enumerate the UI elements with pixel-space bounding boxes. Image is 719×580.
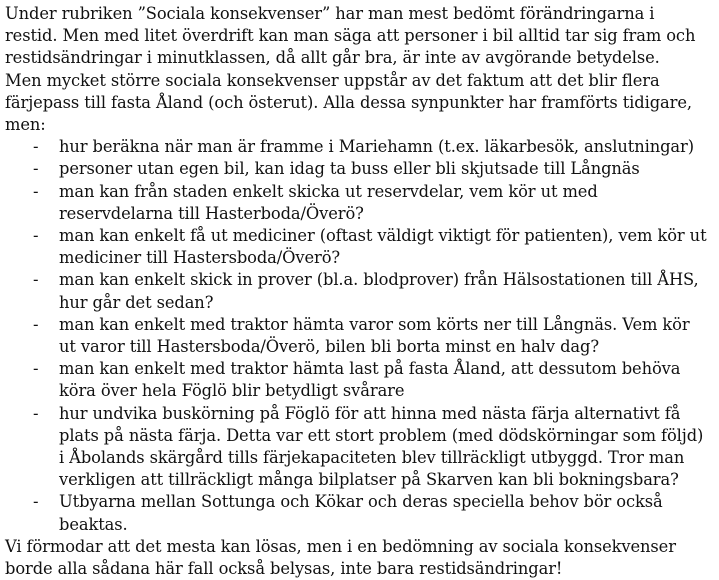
list-item: [5, 269, 711, 313]
list-item-text: man kan enkelt med traktor hämta varor som körts ner till Långnäs. Vem kör ut varor till Hastersboda/Överö, bilen bli borta minst en halv dag?: [59, 314, 690, 357]
list-item: [5, 403, 711, 492]
list-item: [5, 225, 711, 269]
bullet-list: [5, 136, 711, 536]
list-item-text: man kan enkelt få ut mediciner (oftast väldigt viktigt för patienten), vem kör ut mediciner till Hastersboda/Överö?: [59, 226, 707, 268]
list-item: [5, 136, 711, 158]
bullet-dash: -: [33, 181, 39, 201]
conclusion-paragraph: Vi förmodar att det mesta kan lösas, men i en bedömning av sociala konsekvenser borde alla sådana här fall också belysas, inte bara restidsändringar!: [5, 536, 676, 579]
bullet-dash: -: [33, 159, 39, 179]
list-item-text: personer utan egen bil, kan idag ta buss eller bli skjutsade till Långnäs: [59, 159, 640, 179]
list-item: [5, 491, 711, 535]
intro-paragraph: Under rubriken ”Sociala konsekvenser” har man mest bedömt förändringarna i restid. Men med litet överdrift kan man säga att personer i bil alltid tar sig fram och restidsändringar i minutklassen, då allt går bra, är inte av avgörande betydelse.: [5, 4, 696, 68]
list-item: [5, 181, 711, 225]
list-item-text: hur undvika buskörning på Föglö för att hinna med nästa färja alternativt få plats på nästa färja. Detta var ett stort problem (med dödskörningar som följd) i Åbolands skärgård tills färjekapaciteten blev tillräckligt utbyggd. Tror man verkligen att tillräckligt många bilplatser på Skarven kan bli bokningsbara?: [59, 403, 704, 490]
list-item-text: hur beräkna när man är framme i Mariehamn (t.ex. läkarbesök, anslutningar): [59, 137, 694, 157]
bullet-dash: -: [33, 359, 39, 379]
list-item-text: man kan enkelt med traktor hämta last på fasta Åland, att dessutom behöva köra över hela Föglö blir betydligt svårare: [59, 359, 681, 401]
list-item-text: man kan enkelt skick in prover (bl.a. blodprover) från Hälsostationen till ÅHS, hur går det sedan?: [59, 270, 699, 312]
list-item: [5, 314, 711, 358]
bullet-dash: -: [33, 137, 39, 157]
bullet-dash: -: [33, 314, 39, 334]
bullet-dash: -: [33, 270, 39, 290]
bullet-dash: -: [33, 226, 39, 246]
intro-paragraph-2: Men mycket större sociala konsekvenser uppstår av det faktum att det blir flera färjepass till fasta Åland (och österut). Alla dessa synpunkter har framförts tidigare, men:: [5, 70, 692, 135]
bullet-dash: -: [33, 403, 39, 423]
list-item-text: Utbyarna mellan Sottunga och Kökar och deras speciella behov bör också beaktas.: [59, 492, 663, 534]
list-item-text: man kan från staden enkelt skicka ut reservdelar, vem kör ut med reservdelarna till Hasterboda/Överö?: [59, 181, 598, 223]
bullet-dash: -: [33, 492, 39, 512]
list-item: [5, 158, 711, 180]
list-item: [5, 358, 711, 402]
